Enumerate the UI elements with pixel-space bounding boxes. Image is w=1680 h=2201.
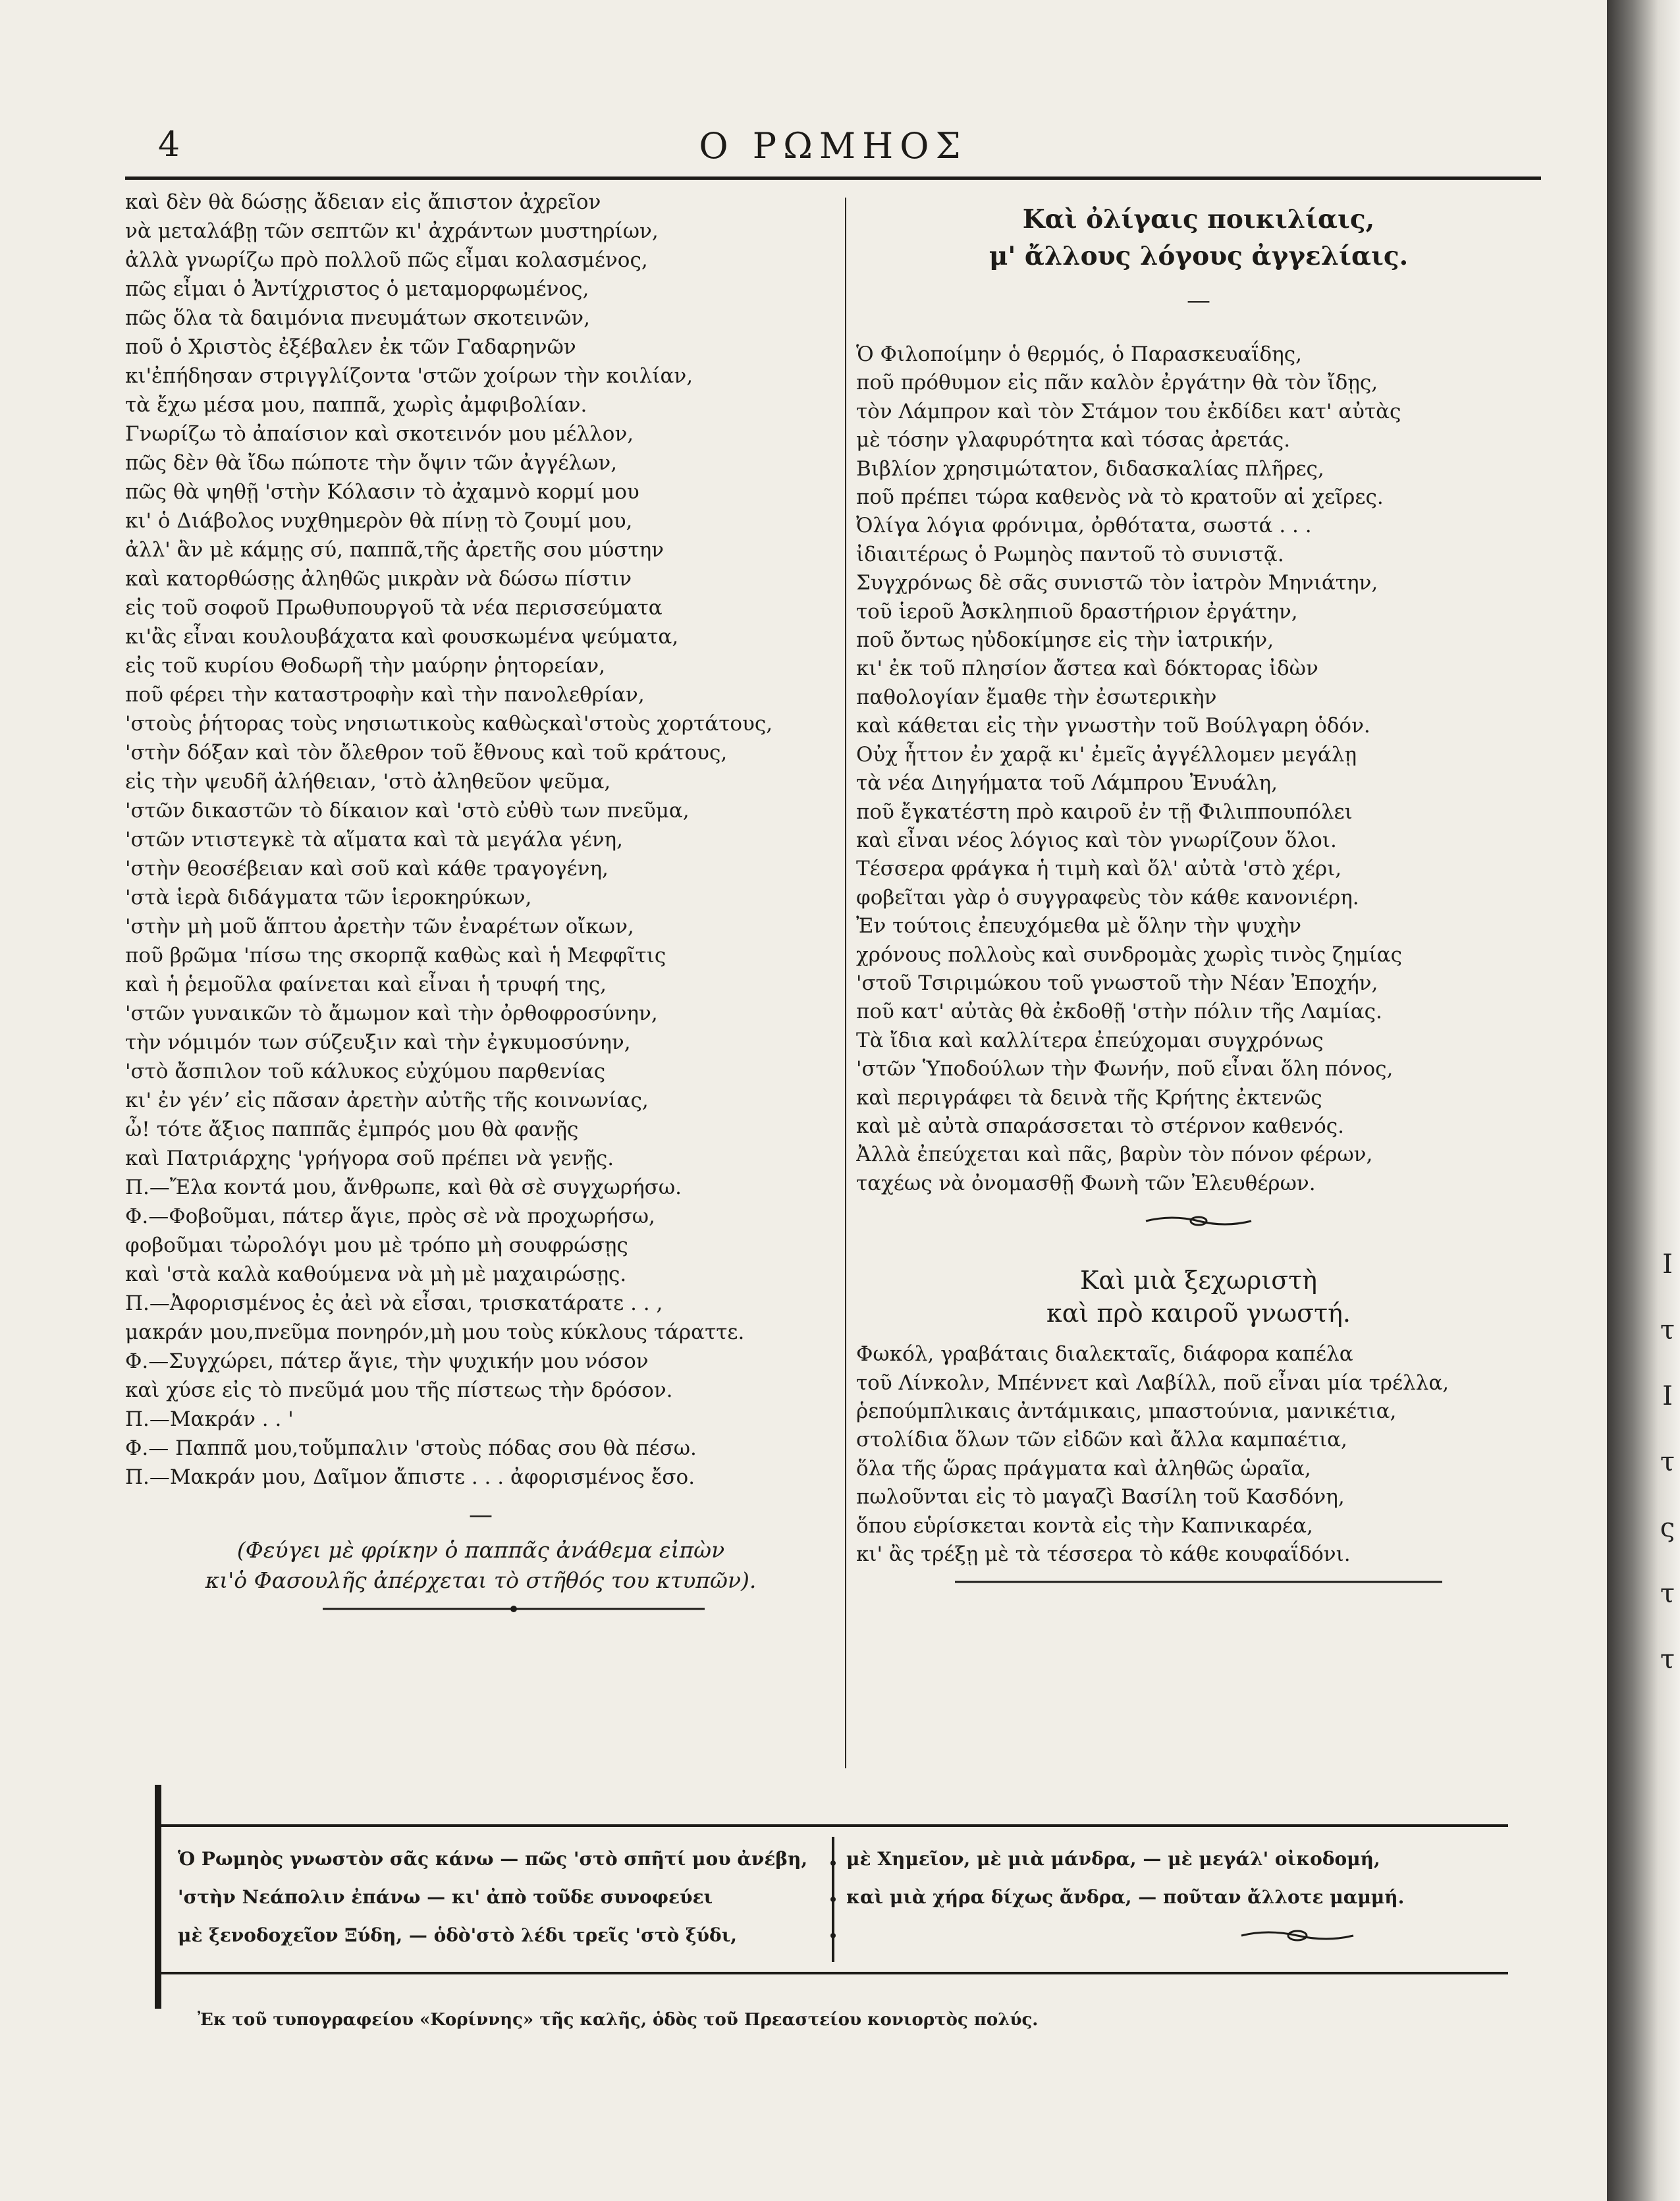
spine-letter: τ bbox=[1660, 1447, 1675, 1477]
ornament-vertical-icon bbox=[828, 1837, 838, 1962]
text-line: 'στὸ ἄσπιλον τοῦ κάλυκος εὐχύμου παρθενίας bbox=[125, 1060, 606, 1083]
text-line: καὶ περιγράφει τὰ δεινὰ τῆς Κρήτης ἐκτενῶς bbox=[856, 1085, 1322, 1110]
text-line: ποῦ κατ' αὐτὰς θὰ ἐκδοθῇ 'στὴν πόλιν τῆς Λαμίας. bbox=[856, 1000, 1382, 1024]
text-line: Ἀλλὰ ἐπεύχεται καὶ πᾶς, βαρὺν τὸν πόνον φέρων, bbox=[856, 1143, 1373, 1167]
text-line: Καὶ ὀλίγαις ποικιλίαις, bbox=[1022, 204, 1375, 234]
left-column bbox=[125, 188, 836, 1622]
ornament-flourish-icon bbox=[1238, 1926, 1357, 1945]
text-line: μὲ Χημεῖον, μὲ μιὰ μάνδρα, — μὲ μεγάλ' οἰκοδομή, bbox=[846, 1848, 1380, 1870]
text-line: πῶς εἶμαι ὁ Ἀντίχριστος ὁ μεταμορφωμένος, bbox=[125, 277, 589, 301]
text-line: φοβοῦμαι τὠρολόγι μου μὲ τρόπο μὴ σουφρώσῃς bbox=[125, 1234, 628, 1257]
text-line: παθολογίαν ἔμαθε τὴν ἐσωτερικὴν bbox=[856, 685, 1217, 709]
text-line: τὴν νόμιμόν των σύζευξιν καὶ τὴν ἐγκυμοσύνην, bbox=[125, 1031, 631, 1054]
text-line: κι'ἂς εἶναι κουλουβάχατα καὶ φουσκωμένα ψεύματα, bbox=[125, 625, 679, 649]
text-line: Οὐχ ἧττον ἐν χαρᾷ κι' ἐμεῖς ἀγγέλλομεν μεγάλῃ bbox=[856, 742, 1357, 767]
text-line: ποῦ πρέπει τώρα καθενὸς νὰ τὸ κρατοῦν αἱ χεῖρες. bbox=[856, 485, 1384, 510]
text-line: 'στὴν δόξαν καὶ τὸν ὄλεθρον τοῦ ἔθνους καὶ τοῦ κράτους, bbox=[125, 741, 728, 765]
text-line: ῥεπούμπλικαις ἀντάμικαις, μπαστούνια, μανικέτια, bbox=[856, 1399, 1397, 1423]
text-line: ἀλλ' ἂν μὲ κάμῃς σύ, παππᾶ,τῆς ἀρετῆς σου μύστην bbox=[125, 538, 664, 562]
right-column bbox=[856, 188, 1541, 1595]
section-heading bbox=[856, 201, 1541, 275]
text-line: 'στὴν θεοσέβειαν καὶ σοῦ καὶ κάθε τραγογένη, bbox=[125, 857, 609, 881]
text-line: Βιβλίον χρησιμώτατον, διδασκαλίας πλῆρες, bbox=[856, 456, 1324, 481]
spine-letters bbox=[1658, 1232, 1677, 1693]
text-line: καὶ κατορθώσῃς ἀληθῶς μικρὰν νὰ δώσω πίστιν bbox=[125, 567, 632, 591]
text-line: ποῦ πρόθυμον εἰς πᾶν καλὸν ἐργάτην θὰ τὸν ἴδῃς, bbox=[856, 371, 1378, 395]
text-line: (Φεύγει μὲ φρίκην ὁ παππᾶς ἀνάθεμα εἰπὼν bbox=[236, 1537, 725, 1563]
advertisement-left bbox=[178, 1840, 836, 1955]
text-line: 'στῶν γυναικῶν τὸ ἄμωμον καὶ τὴν ὀρθοφροσύνην, bbox=[125, 1002, 658, 1025]
text-line: ποῦ ἔγκατέστη πρὸ καιροῦ ἐν τῇ Φιλιππουπόλει bbox=[856, 800, 1353, 824]
spacer bbox=[856, 1330, 1541, 1340]
section-dash: — bbox=[1187, 287, 1210, 314]
text-line: τοῦ ἱεροῦ Ἀσκληπιοῦ δραστήριον ἐργάτην, bbox=[856, 599, 1298, 624]
text-line: ποῦ ὁ Χριστὸς ἐξέβαλεν ἐκ τῶν Γαδαρηνῶν bbox=[125, 335, 576, 359]
text-line: Ἐν τούτοις ἐπευχόμεθα μὲ ὅλην τὴν ψυχὴν bbox=[856, 914, 1302, 938]
text-line: Φ.—Φοβοῦμαι, πάτερ ἅγιε, πρὸς σὲ νὰ προχωρήσω, bbox=[125, 1205, 655, 1228]
text-line: Καὶ μιὰ ξεχωριστὴ bbox=[1080, 1266, 1317, 1295]
text-line: ποῦ βρῶμα 'πίσω της σκορπᾷ καθὼς καὶ ἡ Μεφφῖτις bbox=[125, 944, 666, 967]
text-line: τὰ νέα Διηγήματα τοῦ Λάμπρου Ἐνυάλη, bbox=[856, 771, 1278, 796]
text-line: 'στοῦ Τσιριμώκου τοῦ γνωστοῦ τὴν Νέαν Ἐποχήν, bbox=[856, 971, 1378, 995]
text-line: καὶ Πατριάρχης 'γρήγορα σοῦ πρέπει νὰ γενῇς. bbox=[125, 1147, 614, 1170]
spine-letter: Ι bbox=[1662, 1381, 1673, 1411]
text-line: κι'ὁ Φασουλῆς ἀπέρχεται τὸ στῆθός του κτυπῶν). bbox=[205, 1567, 757, 1593]
text-line: Ὀλίγα λόγια φρόνιμα, ὀρθότατα, σωστά . . . bbox=[856, 514, 1312, 538]
text-line: πωλοῦνται εἰς τὸ μαγαζὶ Βασίλη τοῦ Κασδόνη, bbox=[856, 1485, 1345, 1509]
text-line: Συγχρόνως δὲ σᾶς συνιστῶ τὸν ἰατρὸν Μηνιάτην, bbox=[856, 571, 1378, 595]
text-line: εἰς τοῦ κυρίου Θοδωρῆ τὴν μαύρην ῥητορείαν, bbox=[125, 654, 606, 678]
text-line: καὶ ἡ ῥεμοῦλα φαίνεται καὶ εἶναι ἡ τρυφή της, bbox=[125, 973, 607, 996]
spine-letter: τ bbox=[1660, 1644, 1675, 1675]
ornament-swirl-icon bbox=[856, 1211, 1541, 1231]
text-line: μὲ ξενοδοχεῖον Ξύδη, — ὁδὸ'στὸ λέδι τρεῖς 'στὸ ξύδι, bbox=[178, 1924, 737, 1946]
text-line: ποῦ ὄντως ηὐδοκίμησε εἰς τὴν ἰατρικήν, bbox=[856, 628, 1274, 653]
text-line: χρόνους πολλοὺς καὶ συνδρομὰς χωρὶς τινὸς ζημίας bbox=[856, 942, 1402, 967]
text-line: κι' ἂς τρέξῃ μὲ τὰ τέσσερα τὸ κάθε κουφαΐδόνι. bbox=[856, 1542, 1351, 1567]
text-line: ὅλα τῆς ὥρας πράγματα καὶ ἀληθῶς ὡραῖα, bbox=[856, 1456, 1311, 1481]
column-divider bbox=[845, 198, 846, 1768]
text-line: πῶς θὰ ψηθῇ 'στὴν Κόλασιν τὸ ἀχαμνὸ κορμί μου bbox=[125, 480, 639, 504]
page-header bbox=[125, 125, 1541, 178]
text-line: 'στοὺς ῥήτορας τοὺς νησιωτικοὺς καθὼςκαὶ'στοὺς χορτάτους, bbox=[125, 712, 773, 736]
text-line: μακράν μου,πνεῦμα πονηρόν,μὴ μου τοὺς κύκλους τάραττε. bbox=[125, 1320, 745, 1344]
text-line: κι' ὁ Διάβολος νυχθημερὸν θὰ πίνῃ τὸ ζουμί μου, bbox=[125, 509, 633, 533]
text-line: Τέσσερα φράγκα ἡ τιμὴ καὶ ὅλ' αὐτὰ 'στὸ χέρι, bbox=[856, 857, 1342, 881]
text-line: νὰ μεταλάβῃ τῶν σεπτῶν κι' ἀχράντων μυστηρίων, bbox=[125, 219, 659, 243]
text-line: 'στῶν δικαστῶν τὸ δίκαιον καὶ 'στὸ εὐθὺ των πνεῦμα, bbox=[125, 799, 690, 823]
text-line: Π.—Ἔλα κοντά μου, ἄνθρωπε, καὶ θὰ σὲ συγχωρήσω. bbox=[125, 1176, 682, 1199]
page-number: 4 bbox=[158, 125, 180, 165]
masthead-title: Ο ΡΩΜΗΟΣ bbox=[699, 125, 967, 167]
section-dash: — bbox=[469, 1502, 493, 1529]
text-line: καὶ μὲ αὐτὰ σπαράσσεται τὸ στέρνον καθενός. bbox=[856, 1114, 1345, 1138]
spine-letter: ς bbox=[1660, 1513, 1675, 1543]
text-line: καὶ χύσε εἰς τὸ πνεῦμά μου τῆς πίστεως τὴν δρόσον. bbox=[125, 1378, 673, 1402]
spine-letter: τ bbox=[1660, 1579, 1675, 1609]
text-line: 'στῶν Ὑποδούλων τὴν Φωνήν, ποῦ εἶναι ὅλη πόνος, bbox=[856, 1057, 1394, 1081]
text-line: καὶ πρὸ καιροῦ γνωστή. bbox=[1046, 1299, 1351, 1328]
text-line: Φωκόλ, γραβάταις διαλεκταῖς, διάφορα καπέλα bbox=[856, 1342, 1353, 1367]
text-line: καὶ 'στὰ καλὰ καθούμενα νὰ μὴ μὲ μαχαιρώσῃς. bbox=[125, 1263, 627, 1286]
text-line: κι'ἐπήδησαν στριγγλίζοντα 'στῶν χοίρων τὴν κοιλίαν, bbox=[125, 364, 693, 388]
text-line: Φ.—Συγχώρει, πάτερ ἅγιε, τὴν ψυχικήν μου νόσον bbox=[125, 1349, 649, 1373]
text-line: ταχέως νὰ ὀνομασθῇ Φωνὴ τῶν Ἐλευθέρων. bbox=[856, 1171, 1316, 1195]
printer-imprint: Ἐκ τοῦ τυπογραφείου «Κορίννης» τῆς καλῆς, ὁδὸς τοῦ Πρεαστείου κονιορτὸς πολύς. bbox=[198, 2010, 1039, 2030]
header-rule bbox=[125, 177, 1541, 180]
text-line: καὶ δὲν θὰ δώσῃς ἄδειαν εἰς ἄπιστον ἀχρεῖον bbox=[125, 190, 601, 214]
text-line: 'στὴν Νεάπολιν ἐπάνω — κι' ἀπὸ τοῦδε συνοφεύει bbox=[178, 1886, 713, 1908]
page-spine bbox=[1607, 0, 1680, 2201]
text-line: καὶ μιὰ χήρα δίχως ἄνδρα, — ποῦταν ἄλλοτε μαμμή. bbox=[846, 1886, 1405, 1908]
text-line: τὰ ἔχω μέσα μου, παππᾶ, χωρὶς ἀμφιβολίαν. bbox=[125, 393, 587, 417]
text-line: Π.—Ἀφορισμένος ἐς ἀεὶ νὰ εἶσαι, τρισκατάρατε . . , bbox=[125, 1291, 663, 1315]
text-line: Τὰ ἴδια καὶ καλλίτερα ἐπεύχομαι συγχρόνως bbox=[856, 1028, 1324, 1052]
advertisement-right bbox=[846, 1840, 1478, 1916]
ornament-rule bbox=[125, 1596, 836, 1622]
text-line: Φ.— Παππᾶ μου,τοὔμπαλιν 'στοὺς πόδας σου θὰ πέσω. bbox=[125, 1436, 697, 1460]
text-line: ὦ! τότε ἄξιος παππᾶς ἐμπρός μου θὰ φανῇς bbox=[125, 1118, 579, 1141]
advertisement-box bbox=[158, 1824, 1508, 1974]
text-line: τὸν Λάμπρον καὶ τὸν Στάμον του ἐκδίδει κατ' αὐτὰς bbox=[856, 399, 1401, 423]
text-line: κι' ἐν γένʼ εἰς πᾶσαν ἀρετὴν αὐτῆς τῆς κοινωνίας, bbox=[125, 1089, 649, 1112]
spine-letter: τ bbox=[1660, 1315, 1675, 1345]
text-line: 'στὰ ἱερὰ διδάγματα τῶν ἱεροκηρύκων, bbox=[125, 886, 532, 910]
ornament-rule bbox=[856, 1211, 1541, 1237]
text-line: καὶ εἶναι νέος λόγιος καὶ τὸν γνωρίζουν ὅλοι. bbox=[856, 828, 1337, 852]
text-line: πῶς ὅλα τὰ δαιμόνια πνευμάτων σκοτεινῶν, bbox=[125, 306, 590, 330]
spine-letter: I bbox=[1662, 1249, 1673, 1280]
text-line: 'στὴν μὴ μοῦ ἅπτου ἀρετὴν τῶν ἐναρέτων οἴκων, bbox=[125, 915, 634, 938]
text-line: Ὁ Ρωμηὸς γνωστὸν σᾶς κάνω — πῶς 'στὸ σπῆτί μου ἀνέβη, bbox=[178, 1848, 808, 1870]
ornament-line-icon bbox=[856, 1569, 1541, 1595]
text-line: Π.—Μακράν . . ' bbox=[125, 1407, 294, 1431]
text-line: στολίδια ὅλων τῶν εἰδῶν καὶ ἄλλα καμπαέτια, bbox=[856, 1428, 1347, 1452]
text-line: ἀλλὰ γνωρίζω πρὸ πολλοῦ πῶς εἶμαι κολασμένος, bbox=[125, 248, 648, 272]
text-line: ὅπου εὑρίσκεται κοντὰ εἰς τὴν Καπνικαρέα, bbox=[856, 1513, 1313, 1538]
text-line: μὲ τόσην γλαφυρότητα καὶ τόσας ἀρετάς. bbox=[856, 428, 1291, 452]
text-line: πῶς δὲν θὰ ἴδω πώποτε τὴν ὄψιν τῶν ἀγγέλων, bbox=[125, 451, 618, 475]
text-line: ἰδιαιτέρως ὁ Ρωμηὸς παντοῦ τὸ συνιστᾷ. bbox=[856, 542, 1284, 566]
ornament-line-icon bbox=[125, 1596, 836, 1622]
text-line: φοβεῖται γὰρ ὁ συγγραφεὺς τὸν κάθε κανονιέρη. bbox=[856, 885, 1359, 910]
text-line: τοῦ Λίνκολν, Μπέννετ καὶ Λαβίλλ, ποῦ εἶναι μία τρέλλα, bbox=[856, 1371, 1450, 1395]
text-line: Ὁ Φιλοποίμην ὁ θερμός, ὁ Παρασκευαΐδης, bbox=[856, 342, 1302, 366]
text-line: εἰς τοῦ σοφοῦ Πρωθυπουργοῦ τὰ νέα περισσεύματα bbox=[125, 596, 663, 620]
text-line: κι' ἐκ τοῦ πλησίον ἄστεα καὶ δόκτορας ἰδὼν bbox=[856, 657, 1318, 681]
text-line: μ' ἄλλους λόγους ἀγγελίαις. bbox=[989, 241, 1409, 271]
text-line: ποῦ φέρει τὴν καταστροφὴν καὶ τὴν πανολεθρίαν, bbox=[125, 683, 645, 707]
text-line: εἰς τὴν ψευδῆ ἀλήθειαν, 'στὸ ἀληθεῦον ψεῦμα, bbox=[125, 770, 611, 794]
text-line: 'στῶν ντιστεγκὲ τὰ αἵματα καὶ τὰ μεγάλα γένη, bbox=[125, 828, 623, 852]
text-line: καὶ κάθεται εἰς τὴν γνωστὴν τοῦ Βούλγαρη ὁδόν. bbox=[856, 714, 1370, 738]
text-line: Π.—Μακράν μου, Δαῖμον ἄπιστε . . . ἀφορισμένος ἔσο. bbox=[125, 1465, 695, 1489]
text-line: Γνωρίζω τὸ ἀπαίσιον καὶ σκοτεινόν μου μέλλον, bbox=[125, 422, 634, 446]
ornament-rule bbox=[856, 1569, 1541, 1595]
